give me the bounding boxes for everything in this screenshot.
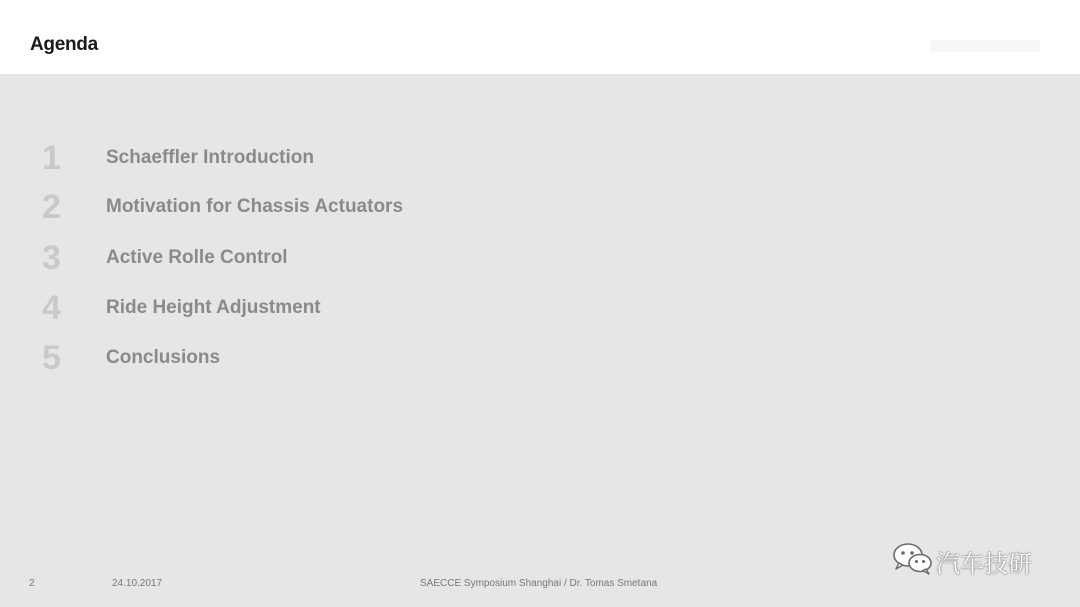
slide-title: Agenda: [30, 34, 98, 55]
agenda-item: [0, 288, 600, 328]
agenda-item-label: Active Rolle Control: [106, 247, 288, 268]
agenda-item-number: 2: [42, 188, 61, 226]
agenda-item: [0, 338, 600, 378]
agenda-item-number: 5: [42, 339, 61, 377]
agenda-item-label: Conclusions: [106, 347, 221, 368]
agenda-item-label: Motivation for Chassis Actuators: [106, 196, 404, 217]
agenda-item-number: 3: [42, 239, 61, 277]
agenda-item: [0, 138, 600, 178]
agenda-item: [0, 238, 600, 278]
agenda-item-number: 1: [42, 139, 61, 177]
footer-date: 24.10.2017: [112, 578, 163, 589]
watermark-text: 汽车技研: [936, 550, 1032, 578]
wechat-icon: [890, 538, 936, 578]
footer-event: SAECCE Symposium Shanghai / Dr. Tomas Smetana: [420, 578, 658, 589]
agenda-item-number: 4: [42, 289, 61, 327]
watermark: [890, 538, 1050, 578]
agenda-item-label: Schaeffler Introduction: [106, 147, 314, 168]
agenda-item: [0, 187, 600, 227]
agenda-item-label: Ride Height Adjustment: [106, 297, 321, 318]
footer-page-number: 2: [29, 578, 35, 589]
